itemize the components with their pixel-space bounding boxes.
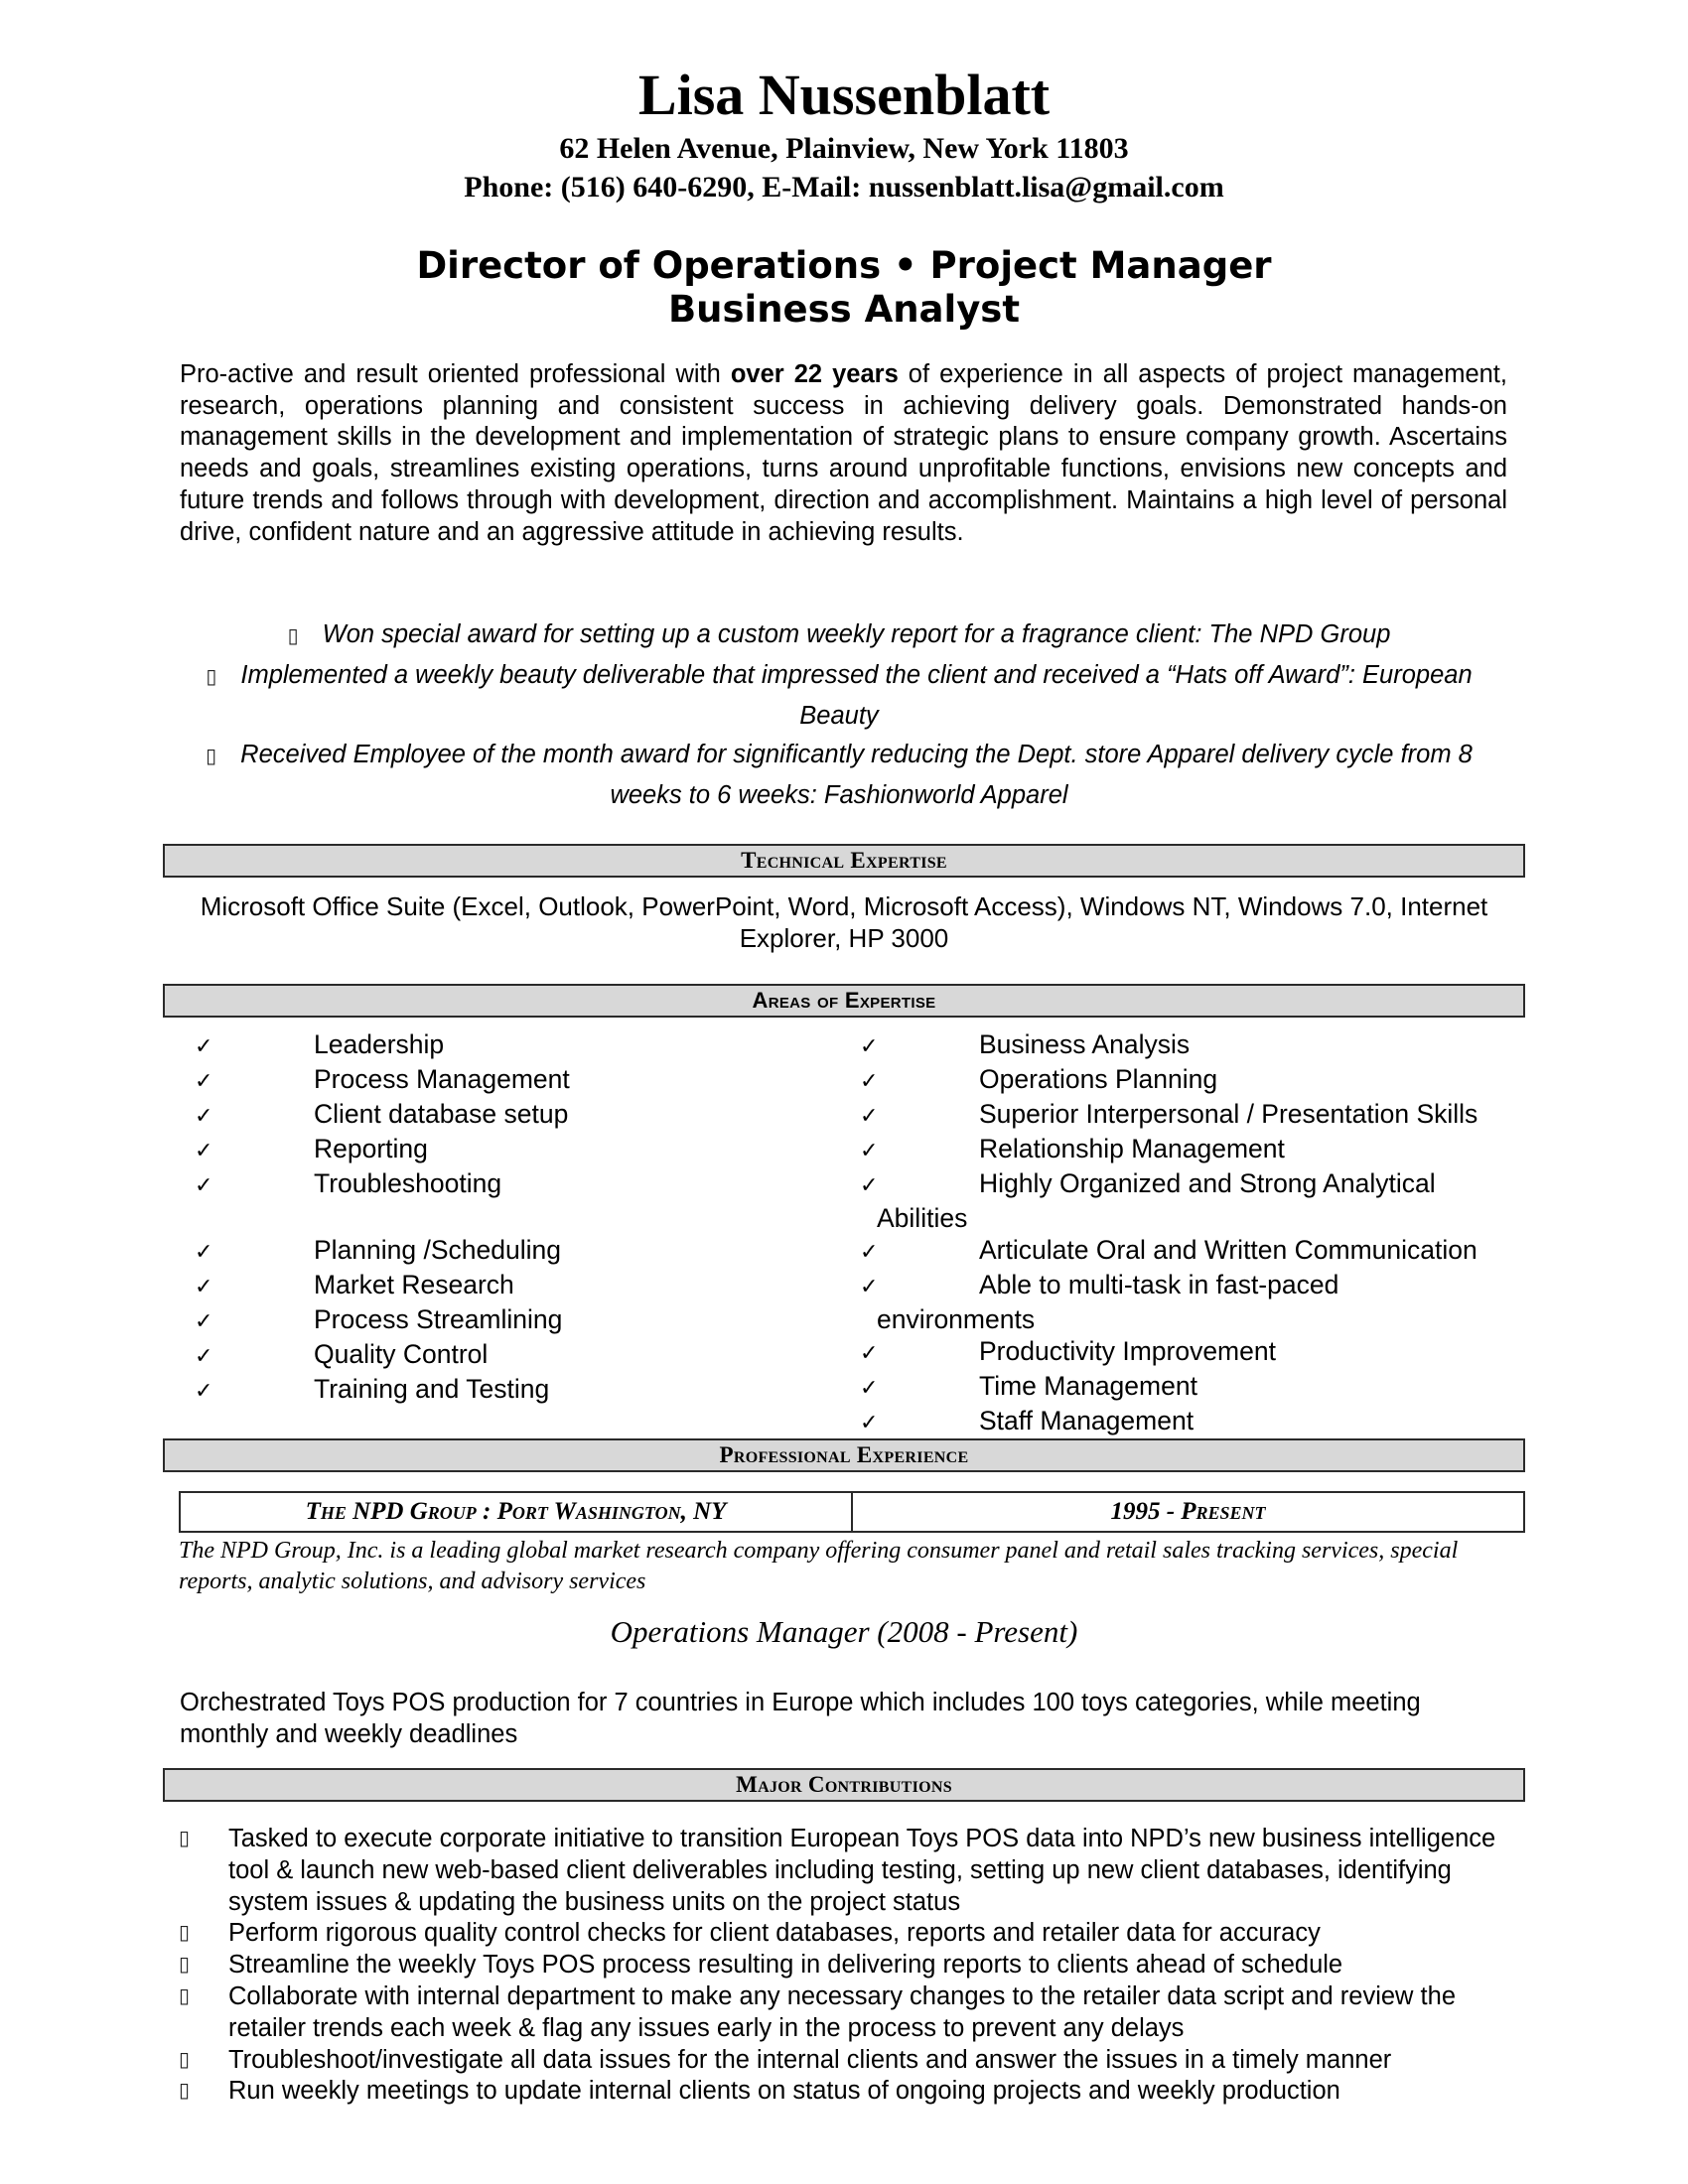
checkmark-icon: ✓ [860, 1341, 879, 1366]
expertise-item: ✓ Relationship Management [860, 1133, 1535, 1167]
checkmark-icon: ✓ [195, 1379, 213, 1404]
checkmark-icon: ✓ [195, 1139, 213, 1163]
summary-text-start: Pro-active and result oriented professional with [180, 360, 731, 388]
award-item: ▯ Won special award for setting up a custom weekly report for a fragrance client: The NPD Group [169, 615, 1509, 656]
expertise-item: ✓ Time Management [860, 1370, 1535, 1405]
summary-highlight: over 22 years [730, 360, 899, 388]
expertise-column-right [860, 1028, 1535, 1439]
professional-summary [180, 359, 1507, 548]
technical-expertise-text: Microsoft Office Suite (Excel, Outlook, PowerPoint, Word, Microsoft Access), Windows NT, Windows 7.0, Internet Explorer, HP 3000 [200, 891, 1488, 953]
section-header-areas-of-expertise: Areas of Expertise [163, 984, 1525, 1018]
contribution-item: ▯ Perform rigorous quality control checks for client databases, reports and retailer data for accuracy [175, 1918, 1525, 1950]
expertise-item: ✓ Able to multi-task in fast-paced [860, 1269, 1535, 1303]
expertise-item: ✓ Superior Interpersonal / Presentation Skills [860, 1098, 1535, 1133]
expertise-item: ✓ Quality Control [195, 1338, 790, 1373]
expertise-item: ✓ Process Management [195, 1063, 790, 1098]
contact-info: Phone: (516) 640-6290, E-Mail: nussenblatt.lisa@gmail.com [464, 171, 1224, 204]
checkmark-icon: ✓ [860, 1376, 879, 1401]
address: 62 Helen Avenue, Plainview, New York 11803 [559, 132, 1129, 165]
bullet-icon: ▯ [179, 1954, 191, 1977]
expertise-item: ✓ Operations Planning [860, 1063, 1535, 1098]
award-item: ▯ Implemented a weekly beauty deliverable that impressed the client and received a “Hats off Award”: European Beauty [169, 656, 1509, 736]
employer-table [179, 1491, 1525, 1533]
checkmark-icon: ✓ [195, 1173, 213, 1198]
checkmark-icon: ✓ [195, 1309, 213, 1334]
checkmark-icon: ✓ [860, 1240, 879, 1265]
expertise-item: ✓ Planning /Scheduling [195, 1234, 790, 1269]
expertise-item: ✓ Client database setup [195, 1098, 790, 1133]
expertise-item-continuation: environments [877, 1304, 1036, 1334]
awards-list [169, 615, 1509, 815]
expertise-item: ✓ Articulate Oral and Written Communication [860, 1234, 1535, 1269]
employer-name: The NPD Group : Port Washington, NY [305, 1498, 727, 1525]
expertise-item: ✓ Reporting [195, 1133, 790, 1167]
expertise-item: ✓ Business Analysis [860, 1028, 1535, 1063]
section-header-professional-experience: Professional Experience [163, 1438, 1525, 1472]
bullet-icon: ▯ [179, 2080, 191, 2103]
section-header-technical-expertise: Technical Expertise [163, 844, 1525, 878]
summary-text-end: of experience in all aspects of project management, research, operations planning and consistent success in achieving delivery goals. Demonstrated hands-on management skills in the development and implementation of strategic plans to ensure company growth. Ascertains needs and goals, streamlines existing operations, turns around unprofitable functions, envisions new concepts and future trends and follows through with development, direction and accomplishment. Maintains a high level of personal drive, confident nature and an aggressive attitude in achieving results. [180, 360, 1507, 546]
employment-dates: 1995 - Present [851, 1493, 1523, 1531]
checkmark-icon: ✓ [860, 1173, 879, 1198]
checkmark-icon: ✓ [860, 1139, 879, 1163]
checkmark-icon: ✓ [860, 1411, 879, 1435]
expertise-item: ✓ Troubleshooting [195, 1167, 790, 1202]
spacer [195, 1202, 790, 1234]
headline-title: Director of Operations • Project Manager [416, 244, 1272, 287]
candidate-name: Lisa Nussenblatt [637, 63, 1051, 127]
company-description: The NPD Group, Inc. is a leading global market research company offering consumer panel and retail sales tracking services, special reports, analytic solutions, and advisory services [179, 1538, 1459, 1594]
contribution-item: ▯ Troubleshoot/investigate all data issues for the internal clients and answer the issues in a timely manner [175, 2045, 1525, 2077]
expertise-item: ✓ Leadership [195, 1028, 790, 1063]
bullet-icon: ▯ [206, 666, 217, 688]
award-item: ▯ Received Employee of the month award for significantly reducing the Dept. store Apparel delivery cycle from 8 weeks to 6 weeks: Fashionworld Apparel [169, 736, 1509, 815]
role-title: Operations Manager (2008 - Present) [610, 1614, 1078, 1649]
checkmark-icon: ✓ [195, 1344, 213, 1369]
expertise-item: ✓ Highly Organized and Strong Analytical [860, 1167, 1535, 1202]
checkmark-icon: ✓ [860, 1069, 879, 1094]
expertise-item: ✓ Training and Testing [195, 1373, 790, 1408]
contribution-item: ▯ Collaborate with internal department to make any necessary changes to the retailer data script and review the retailer trends each week & flag any issues early in the process to prevent any delays [179, 1981, 1457, 2042]
checkmark-icon: ✓ [195, 1275, 213, 1299]
contribution-item: ▯ Streamline the weekly Toys POS process resulting in delivering reports to clients ahead of schedule [175, 1950, 1525, 1981]
expertise-item: ✓ Staff Management [860, 1405, 1535, 1439]
expertise-item: ✓ Market Research [195, 1269, 790, 1303]
contribution-item: ▯ Run weekly meetings to update internal clients on status of ongoing projects and weekly production [175, 2076, 1525, 2108]
contributions-list [175, 1824, 1525, 2108]
bullet-icon: ▯ [179, 1984, 191, 2007]
checkmark-icon: ✓ [195, 1104, 213, 1129]
contribution-item: ▯ Tasked to execute corporate initiative to transition European Toys POS data into NPD’s new business intelligence tool & launch new web-based client deliverables including testing, setting up new client databases, identifying system issues & updating the business units on the project status [179, 1825, 1496, 1916]
expertise-column-left [195, 1028, 790, 1408]
headline-subtitle: Business Analyst [667, 288, 1021, 331]
checkmark-icon: ✓ [195, 1240, 213, 1265]
expertise-item: ✓ Process Streamlining [195, 1303, 790, 1338]
checkmark-icon: ✓ [195, 1034, 213, 1059]
expertise-item: ✓ Productivity Improvement [860, 1335, 1535, 1370]
role-description: Orchestrated Toys POS production for 7 countries in Europe which includes 100 toys categories, while meeting monthly and weekly deadlines [180, 1689, 1421, 1748]
checkmark-icon: ✓ [860, 1275, 879, 1299]
bullet-icon: ▯ [287, 625, 299, 647]
section-header-major-contributions: Major Contributions [163, 1768, 1525, 1802]
bullet-icon: ▯ [179, 1922, 191, 1945]
bullet-icon: ▯ [179, 1828, 191, 1849]
expertise-item-continuation: Abilities [877, 1203, 968, 1233]
checkmark-icon: ✓ [195, 1069, 213, 1094]
bullet-icon: ▯ [179, 2048, 191, 2071]
bullet-icon: ▯ [206, 746, 217, 767]
checkmark-icon: ✓ [860, 1034, 879, 1059]
checkmark-icon: ✓ [860, 1104, 879, 1129]
